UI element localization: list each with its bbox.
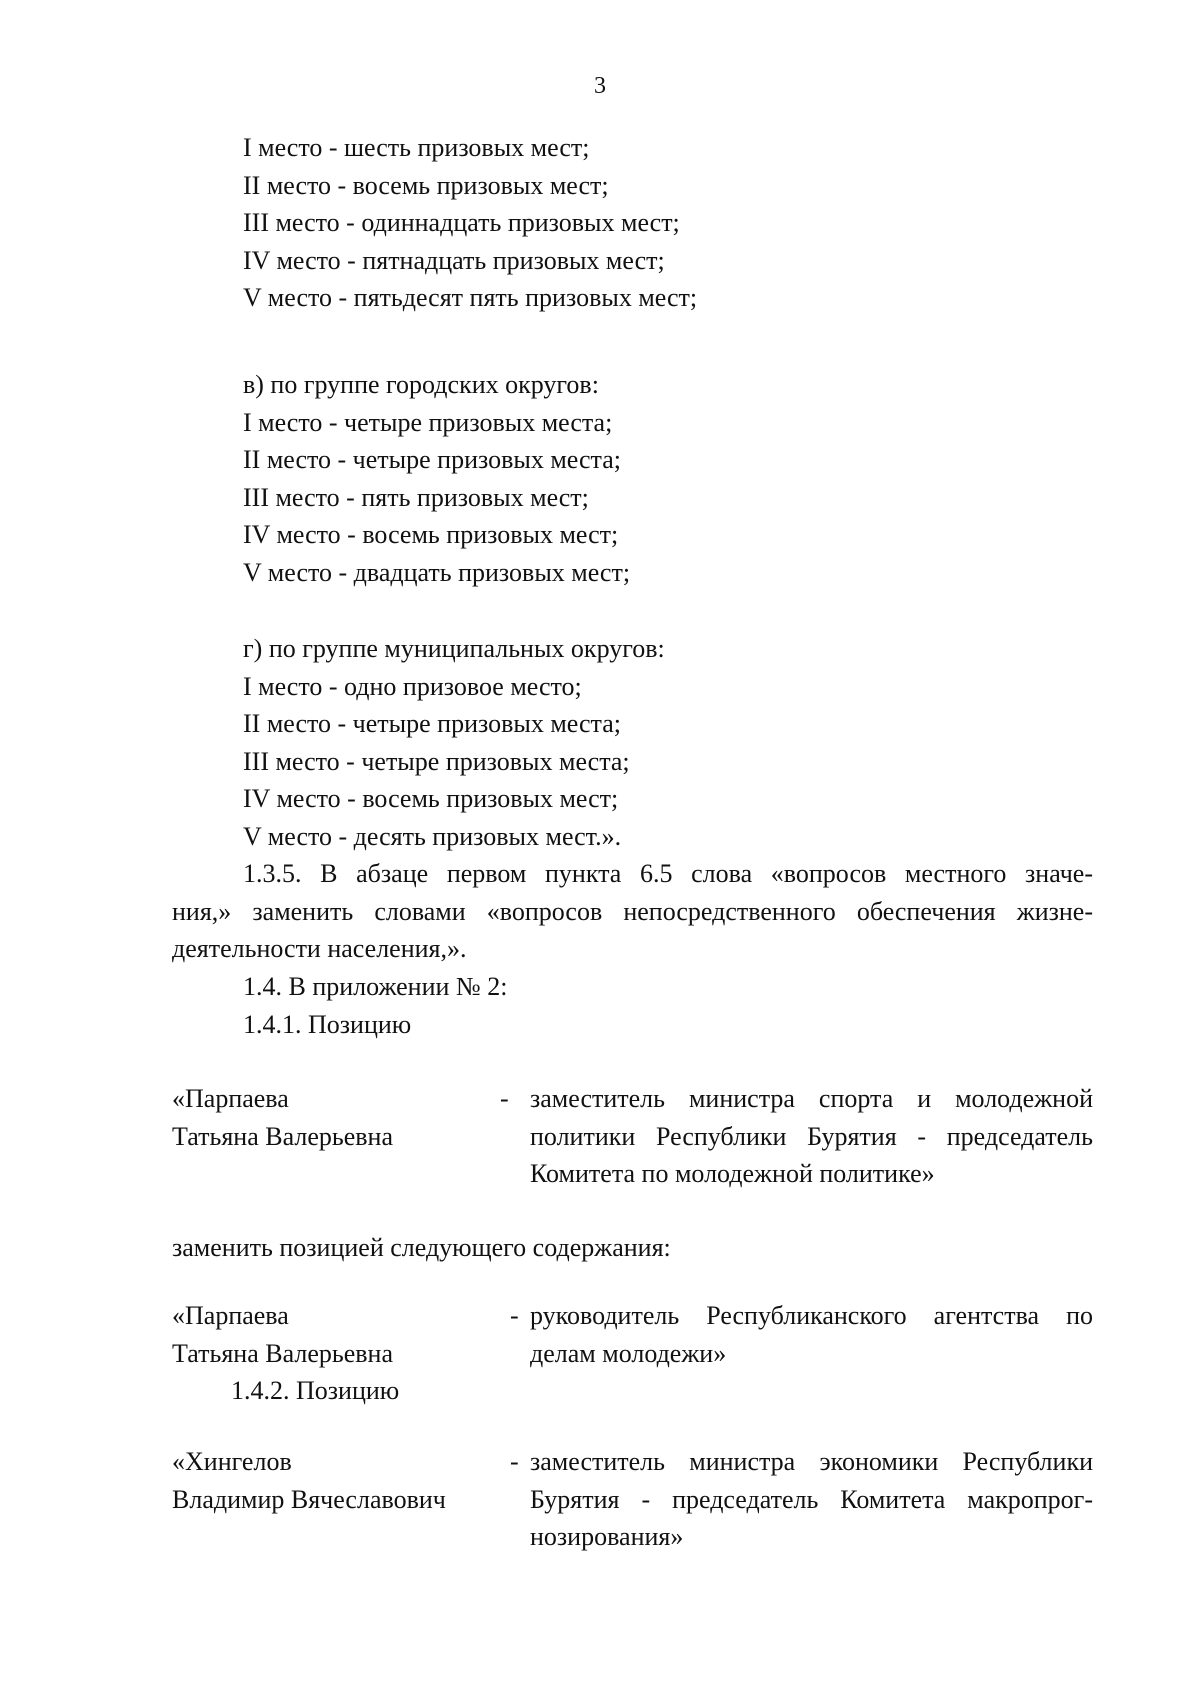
- person-surname: «Парпаева: [172, 1084, 289, 1113]
- list-item: I место - шесть призовых мест;: [243, 133, 590, 162]
- role-line: заместитель министра спорта и молодежной: [530, 1084, 1093, 1113]
- role-line: политики Республики Бурятия - председатель: [530, 1121, 1093, 1151]
- person-surname: «Парпаева: [172, 1301, 289, 1330]
- clause-1-4: 1.4. В приложении № 2:: [243, 972, 508, 1001]
- group-g-list: [243, 630, 1093, 855]
- clause-1-3-5: [172, 855, 1093, 968]
- list-item: V место - пятьдесят пять призовых мест;: [243, 283, 698, 312]
- list-item: III место - пять призовых мест;: [243, 482, 589, 512]
- list-item: II место - четыре призовых места;: [243, 709, 621, 738]
- clause-1-4-1: 1.4.1. Позицию: [243, 1009, 412, 1039]
- person-name: [172, 1443, 492, 1518]
- list-item: III место - четыре призовых места;: [243, 746, 630, 776]
- replace-text: заменить позицией следующего содержания:: [172, 1233, 671, 1262]
- role-line: Комитета по молодежной политике»: [530, 1159, 935, 1188]
- person-given-name: Татьяна Валерьевна: [172, 1121, 393, 1151]
- group-b-list: [243, 129, 1093, 317]
- list-item: II место - восемь призовых мест;: [243, 170, 609, 200]
- position-khingelov-old: [172, 1443, 1093, 1563]
- clause-line: 1.3.5. В абзаце первом пункта 6.5 слова «вопросов местного значе-: [243, 859, 1093, 888]
- role-line: заместитель министра экономики Республики: [530, 1447, 1093, 1476]
- list-item: IV место - восемь призовых мест;: [243, 520, 619, 549]
- person-role: [530, 1297, 1093, 1372]
- list-item: I место - одно призовое место;: [243, 671, 582, 701]
- list-item: III место - одиннадцать призовых мест;: [243, 208, 680, 237]
- role-line: руководитель Республиканского агентства по: [530, 1301, 1093, 1330]
- list-item: I место - четыре призовых места;: [243, 407, 613, 437]
- person-name: [172, 1297, 492, 1372]
- clause-line: ния,» заменить словами «вопросов непосредственного обеспечения жизне-: [172, 896, 1093, 926]
- dash: -: [510, 1447, 519, 1476]
- list-item: V место - двадцать призовых мест;: [243, 557, 631, 587]
- person-given-name: Татьяна Валерьевна: [172, 1338, 393, 1368]
- position-parpaeva-old: [172, 1080, 1093, 1200]
- list-item: IV место - пятнадцать призовых мест;: [243, 245, 665, 275]
- person-role: [530, 1443, 1093, 1556]
- person-surname: «Хингелов: [172, 1447, 292, 1476]
- page-number: 3: [594, 73, 606, 99]
- dash: -: [500, 1084, 509, 1113]
- dash: -: [510, 1301, 519, 1330]
- group-v-list: [243, 366, 1093, 591]
- list-item: V место - десять призовых мест.».: [243, 821, 622, 851]
- list-item: IV место - восемь призовых мест;: [243, 784, 619, 813]
- person-role: [530, 1080, 1093, 1193]
- role-line: Бурятия - председатель Комитета макропрог-: [530, 1484, 1093, 1514]
- group-heading: г) по группе муниципальных округов:: [243, 634, 665, 663]
- group-heading: в) по группе городских округов:: [243, 370, 599, 399]
- clause-line: деятельности населения,».: [172, 934, 467, 963]
- clause-1-4-block: [243, 968, 1093, 1043]
- clause-1-4-2: 1.4.2. Позицию: [231, 1376, 400, 1405]
- person-name: [172, 1080, 492, 1155]
- role-line: нозирования»: [530, 1522, 684, 1551]
- person-given-name: Владимир Вячеславович: [172, 1484, 446, 1514]
- list-item: II место - четыре призовых места;: [243, 445, 621, 474]
- role-line: делам молодежи»: [530, 1338, 727, 1368]
